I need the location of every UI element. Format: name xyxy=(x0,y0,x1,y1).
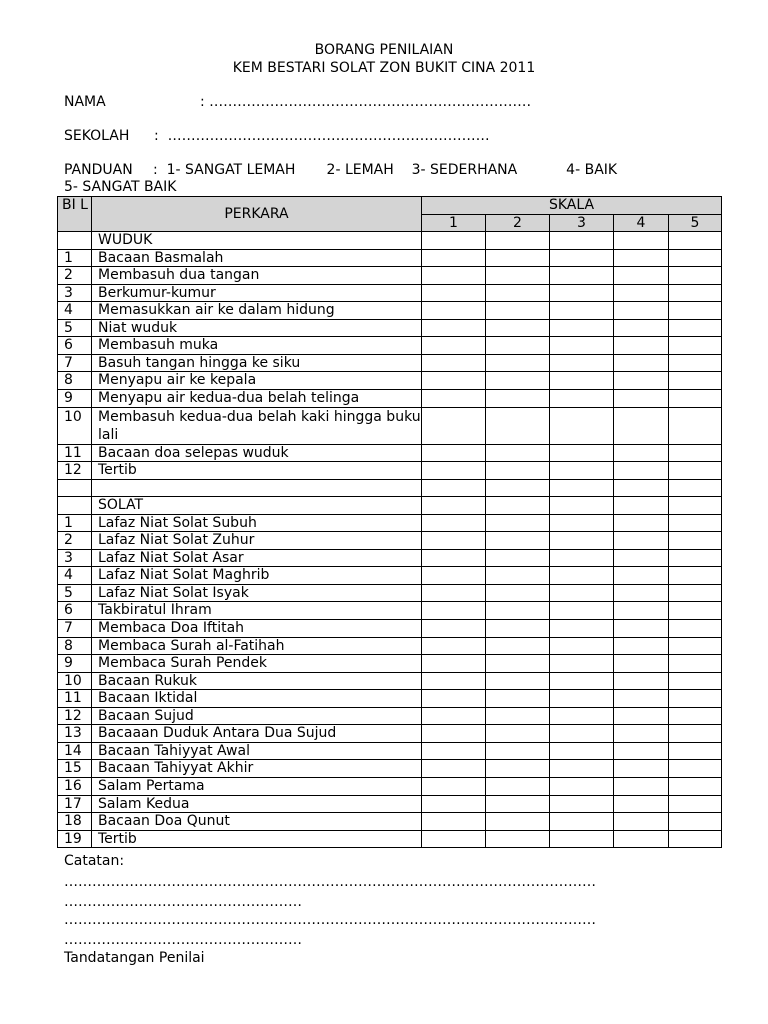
row-item: Menyapu air kedua-dua belah telinga xyxy=(92,390,422,408)
score-cell-1[interactable] xyxy=(422,354,486,372)
blank-row xyxy=(58,479,722,497)
scale-3-header: 3 xyxy=(550,214,614,232)
assessment-table xyxy=(57,196,722,848)
score-cell-5[interactable] xyxy=(669,742,722,760)
score-cell-2[interactable] xyxy=(486,267,550,285)
score-cell-5[interactable] xyxy=(669,337,722,355)
score-cell-5[interactable] xyxy=(669,777,722,795)
form-title: BORANG PENILAIAN xyxy=(314,42,454,58)
score-cell-4[interactable] xyxy=(614,637,669,655)
blank-cell xyxy=(92,479,422,497)
score-cell-2[interactable] xyxy=(486,620,550,638)
section-title: SOLAT xyxy=(92,497,422,515)
score-cell-2[interactable] xyxy=(486,284,550,302)
score-cell-1[interactable] xyxy=(422,830,486,848)
score-cell-5[interactable] xyxy=(669,620,722,638)
score-cell-3[interactable] xyxy=(550,267,614,285)
score-cell-4[interactable] xyxy=(614,354,669,372)
scale-5-header: 5 xyxy=(669,214,722,232)
sekolah-label: SEKOLAH xyxy=(64,128,130,144)
table-row xyxy=(58,372,722,390)
score-cell-5[interactable] xyxy=(669,479,722,497)
score-cell-2[interactable] xyxy=(486,407,550,444)
score-cell-2[interactable] xyxy=(486,690,550,708)
row-number: 7 xyxy=(58,620,92,638)
score-cell-3[interactable] xyxy=(550,795,614,813)
score-cell-2[interactable] xyxy=(486,390,550,408)
score-cell-5[interactable] xyxy=(669,232,722,250)
row-item: Tertib xyxy=(92,462,422,480)
table-row xyxy=(58,655,722,673)
score-cell-5[interactable] xyxy=(669,549,722,567)
score-cell-2[interactable] xyxy=(486,354,550,372)
score-cell-4[interactable] xyxy=(614,372,669,390)
score-cell-5[interactable] xyxy=(669,813,722,831)
row-number: 15 xyxy=(58,760,92,778)
section-title: WUDUK xyxy=(92,232,422,250)
score-cell-3[interactable] xyxy=(550,707,614,725)
row-item: Bacaaan Duduk Antara Dua Sujud xyxy=(92,725,422,743)
table-row xyxy=(58,725,722,743)
score-cell-3[interactable] xyxy=(550,284,614,302)
table-row xyxy=(58,795,722,813)
table-row xyxy=(58,620,722,638)
score-cell-2[interactable] xyxy=(486,444,550,462)
score-cell-5[interactable] xyxy=(669,567,722,585)
score-cell-2[interactable] xyxy=(486,813,550,831)
score-cell-2[interactable] xyxy=(486,655,550,673)
row-item: Lafaz Niat Solat Isyak xyxy=(92,584,422,602)
score-cell-1[interactable] xyxy=(422,795,486,813)
row-number: 9 xyxy=(58,655,92,673)
table-row xyxy=(58,532,722,550)
score-cell-4[interactable] xyxy=(614,813,669,831)
score-cell-3[interactable] xyxy=(550,584,614,602)
score-cell-4[interactable] xyxy=(614,337,669,355)
row-item: Berkumur-kumur xyxy=(92,284,422,302)
score-cell-2[interactable] xyxy=(486,672,550,690)
catatan-line-4[interactable]: …………………………………………… xyxy=(64,932,302,948)
score-cell-4[interactable] xyxy=(614,567,669,585)
score-cell-1[interactable] xyxy=(422,514,486,532)
score-cell-5[interactable] xyxy=(669,302,722,320)
row-number: 4 xyxy=(58,567,92,585)
score-cell-3[interactable] xyxy=(550,813,614,831)
score-cell-2[interactable] xyxy=(486,232,550,250)
score-cell-3[interactable] xyxy=(550,354,614,372)
score-cell-5[interactable] xyxy=(669,497,722,515)
score-cell-4[interactable] xyxy=(614,302,669,320)
score-cell-3[interactable] xyxy=(550,444,614,462)
row-number xyxy=(58,232,92,250)
score-cell-1[interactable] xyxy=(422,249,486,267)
score-cell-1[interactable] xyxy=(422,620,486,638)
score-cell-1[interactable] xyxy=(422,567,486,585)
score-cell-4[interactable] xyxy=(614,497,669,515)
score-cell-4[interactable] xyxy=(614,655,669,673)
score-cell-2[interactable] xyxy=(486,372,550,390)
score-cell-1[interactable] xyxy=(422,479,486,497)
table-row xyxy=(58,602,722,620)
table-row xyxy=(58,567,722,585)
table-row xyxy=(58,549,722,567)
score-cell-3[interactable] xyxy=(550,337,614,355)
score-cell-5[interactable] xyxy=(669,390,722,408)
score-cell-5[interactable] xyxy=(669,655,722,673)
table-row xyxy=(58,390,722,408)
score-cell-4[interactable] xyxy=(614,479,669,497)
score-cell-4[interactable] xyxy=(614,707,669,725)
score-cell-2[interactable] xyxy=(486,795,550,813)
table-row xyxy=(58,707,722,725)
scale-4-header: 4 xyxy=(614,214,669,232)
row-number: 5 xyxy=(58,319,92,337)
table-row xyxy=(58,407,722,444)
score-cell-5[interactable] xyxy=(669,354,722,372)
row-item: Lafaz Niat Solat Subuh xyxy=(92,514,422,532)
score-cell-4[interactable] xyxy=(614,319,669,337)
score-cell-2[interactable] xyxy=(486,725,550,743)
section-row-wuduk xyxy=(58,232,722,250)
perkara-header: PERKARA xyxy=(92,197,422,232)
form-subtitle: KEM BESTARI SOLAT ZON BUKIT CINA 2011 xyxy=(232,60,536,76)
row-item: Niat wuduk xyxy=(92,319,422,337)
score-cell-3[interactable] xyxy=(550,302,614,320)
row-item: Bacaan Doa Qunut xyxy=(92,813,422,831)
score-cell-1[interactable] xyxy=(422,725,486,743)
panduan-label: PANDUAN xyxy=(64,162,133,178)
score-cell-4[interactable] xyxy=(614,232,669,250)
row-number: 1 xyxy=(58,514,92,532)
score-cell-3[interactable] xyxy=(550,602,614,620)
score-cell-4[interactable] xyxy=(614,462,669,480)
table-row xyxy=(58,813,722,831)
score-cell-1[interactable] xyxy=(422,267,486,285)
row-item: Salam Kedua xyxy=(92,795,422,813)
score-cell-1[interactable] xyxy=(422,690,486,708)
row-number: 1 xyxy=(58,249,92,267)
score-cell-2[interactable] xyxy=(486,462,550,480)
score-cell-4[interactable] xyxy=(614,742,669,760)
sekolah-field[interactable]: : …………………………………………………………… xyxy=(154,128,490,144)
score-cell-3[interactable] xyxy=(550,567,614,585)
score-cell-2[interactable] xyxy=(486,602,550,620)
score-cell-5[interactable] xyxy=(669,532,722,550)
score-cell-1[interactable] xyxy=(422,777,486,795)
table-row xyxy=(58,760,722,778)
row-item: Lafaz Niat Solat Asar xyxy=(92,549,422,567)
score-cell-2[interactable] xyxy=(486,567,550,585)
table-row xyxy=(58,584,722,602)
score-cell-3[interactable] xyxy=(550,497,614,515)
score-cell-2[interactable] xyxy=(486,742,550,760)
row-item: Membasuh kedua-dua belah kaki hingga buku lali xyxy=(92,407,422,444)
row-number: 2 xyxy=(58,532,92,550)
score-cell-5[interactable] xyxy=(669,725,722,743)
nama-label: NAMA xyxy=(64,94,106,110)
row-number xyxy=(58,479,92,497)
row-number: 10 xyxy=(58,672,92,690)
row-number: 11 xyxy=(58,444,92,462)
score-cell-4[interactable] xyxy=(614,549,669,567)
score-cell-3[interactable] xyxy=(550,725,614,743)
row-item: Memasukkan air ke dalam hidung xyxy=(92,302,422,320)
row-item: Lafaz Niat Solat Maghrib xyxy=(92,567,422,585)
score-cell-5[interactable] xyxy=(669,267,722,285)
score-cell-4[interactable] xyxy=(614,830,669,848)
row-item: Membaca Doa Iftitah xyxy=(92,620,422,638)
table-row xyxy=(58,284,722,302)
score-cell-5[interactable] xyxy=(669,249,722,267)
table-row xyxy=(58,514,722,532)
table-row xyxy=(58,444,722,462)
score-cell-3[interactable] xyxy=(550,319,614,337)
score-cell-2[interactable] xyxy=(486,777,550,795)
score-cell-3[interactable] xyxy=(550,549,614,567)
row-number: 12 xyxy=(58,462,92,480)
score-cell-5[interactable] xyxy=(669,444,722,462)
table-row xyxy=(58,830,722,848)
row-number: 6 xyxy=(58,337,92,355)
score-cell-2[interactable] xyxy=(486,249,550,267)
score-cell-5[interactable] xyxy=(669,637,722,655)
score-cell-1[interactable] xyxy=(422,549,486,567)
row-item: Lafaz Niat Solat Zuhur xyxy=(92,532,422,550)
row-number: 16 xyxy=(58,777,92,795)
table-row xyxy=(58,690,722,708)
score-cell-3[interactable] xyxy=(550,637,614,655)
score-cell-3[interactable] xyxy=(550,372,614,390)
score-cell-1[interactable] xyxy=(422,232,486,250)
score-cell-1[interactable] xyxy=(422,760,486,778)
score-cell-3[interactable] xyxy=(550,407,614,444)
score-cell-1[interactable] xyxy=(422,497,486,515)
scale-1-header: 1 xyxy=(422,214,486,232)
score-cell-5[interactable] xyxy=(669,319,722,337)
row-number: 14 xyxy=(58,742,92,760)
row-item: Bacaan Rukuk xyxy=(92,672,422,690)
score-cell-3[interactable] xyxy=(550,777,614,795)
row-number: 13 xyxy=(58,725,92,743)
row-item: Bacaan Iktidal xyxy=(92,690,422,708)
score-cell-2[interactable] xyxy=(486,337,550,355)
score-cell-5[interactable] xyxy=(669,372,722,390)
score-cell-2[interactable] xyxy=(486,584,550,602)
catatan-line-2[interactable]: …………………………………………… xyxy=(64,894,302,910)
row-item: Membaca Surah al-Fatihah xyxy=(92,637,422,655)
row-number: 3 xyxy=(58,284,92,302)
score-cell-4[interactable] xyxy=(614,602,669,620)
score-cell-3[interactable] xyxy=(550,390,614,408)
nama-field[interactable]: : …………………………………………………………… xyxy=(200,94,532,110)
score-cell-5[interactable] xyxy=(669,407,722,444)
score-cell-3[interactable] xyxy=(550,514,614,532)
score-cell-4[interactable] xyxy=(614,620,669,638)
score-cell-4[interactable] xyxy=(614,444,669,462)
score-cell-2[interactable] xyxy=(486,549,550,567)
score-cell-2[interactable] xyxy=(486,479,550,497)
table-row xyxy=(58,672,722,690)
panduan-scale-line1: : 1- SANGAT LEMAH 2- LEMAH 3- SEDERHANA 4- BAIK xyxy=(153,162,618,178)
score-cell-1[interactable] xyxy=(422,602,486,620)
table-row xyxy=(58,742,722,760)
table-row xyxy=(58,777,722,795)
row-number: 3 xyxy=(58,549,92,567)
score-cell-2[interactable] xyxy=(486,302,550,320)
score-cell-3[interactable] xyxy=(550,655,614,673)
score-cell-2[interactable] xyxy=(486,760,550,778)
score-cell-5[interactable] xyxy=(669,514,722,532)
score-cell-1[interactable] xyxy=(422,390,486,408)
score-cell-2[interactable] xyxy=(486,707,550,725)
score-cell-1[interactable] xyxy=(422,319,486,337)
score-cell-4[interactable] xyxy=(614,407,669,444)
row-number: 8 xyxy=(58,637,92,655)
scale-2-header: 2 xyxy=(486,214,550,232)
score-cell-1[interactable] xyxy=(422,462,486,480)
bil-header: BI L xyxy=(58,197,92,232)
score-cell-1[interactable] xyxy=(422,813,486,831)
row-number: 4 xyxy=(58,302,92,320)
row-item: Basuh tangan hingga ke siku xyxy=(92,354,422,372)
score-cell-1[interactable] xyxy=(422,672,486,690)
score-cell-3[interactable] xyxy=(550,462,614,480)
panduan-scale-line2: 5- SANGAT BAIK xyxy=(64,179,177,195)
score-cell-3[interactable] xyxy=(550,690,614,708)
score-cell-1[interactable] xyxy=(422,302,486,320)
score-cell-4[interactable] xyxy=(614,390,669,408)
score-cell-5[interactable] xyxy=(669,690,722,708)
score-cell-1[interactable] xyxy=(422,637,486,655)
table-row xyxy=(58,337,722,355)
section-row-solat xyxy=(58,497,722,515)
score-cell-5[interactable] xyxy=(669,830,722,848)
score-cell-1[interactable] xyxy=(422,707,486,725)
score-cell-3[interactable] xyxy=(550,742,614,760)
row-number: 17 xyxy=(58,795,92,813)
score-cell-4[interactable] xyxy=(614,584,669,602)
table-row xyxy=(58,302,722,320)
score-cell-3[interactable] xyxy=(550,249,614,267)
score-cell-5[interactable] xyxy=(669,284,722,302)
catatan-line-3[interactable]: …………………………………………………………………………………………………… xyxy=(64,912,596,928)
row-item: Bacaan Tahiyyat Awal xyxy=(92,742,422,760)
score-cell-4[interactable] xyxy=(614,760,669,778)
score-cell-2[interactable] xyxy=(486,319,550,337)
table-row xyxy=(58,354,722,372)
score-cell-1[interactable] xyxy=(422,284,486,302)
score-cell-3[interactable] xyxy=(550,532,614,550)
row-number: 10 xyxy=(58,407,92,444)
row-number: 2 xyxy=(58,267,92,285)
row-number: 18 xyxy=(58,813,92,831)
score-cell-1[interactable] xyxy=(422,337,486,355)
row-item: Bacaan Tahiyyat Akhir xyxy=(92,760,422,778)
score-cell-1[interactable] xyxy=(422,407,486,444)
table-row xyxy=(58,637,722,655)
score-cell-5[interactable] xyxy=(669,707,722,725)
row-number: 7 xyxy=(58,354,92,372)
row-item: Membasuh dua tangan xyxy=(92,267,422,285)
row-number: 12 xyxy=(58,707,92,725)
score-cell-2[interactable] xyxy=(486,497,550,515)
score-cell-3[interactable] xyxy=(550,479,614,497)
skala-header: SKALA xyxy=(422,197,722,215)
score-cell-2[interactable] xyxy=(486,514,550,532)
table-row xyxy=(58,267,722,285)
score-cell-5[interactable] xyxy=(669,760,722,778)
score-cell-3[interactable] xyxy=(550,760,614,778)
score-cell-1[interactable] xyxy=(422,584,486,602)
row-number: 5 xyxy=(58,584,92,602)
score-cell-5[interactable] xyxy=(669,602,722,620)
score-cell-1[interactable] xyxy=(422,742,486,760)
row-item: Membaca Surah Pendek xyxy=(92,655,422,673)
score-cell-1[interactable] xyxy=(422,655,486,673)
row-item: Salam Pertama xyxy=(92,777,422,795)
score-cell-1[interactable] xyxy=(422,372,486,390)
score-cell-1[interactable] xyxy=(422,444,486,462)
score-cell-5[interactable] xyxy=(669,795,722,813)
row-number: 8 xyxy=(58,372,92,390)
row-number: 9 xyxy=(58,390,92,408)
score-cell-4[interactable] xyxy=(614,690,669,708)
row-item: Bacaan doa selepas wuduk xyxy=(92,444,422,462)
score-cell-5[interactable] xyxy=(669,462,722,480)
score-cell-3[interactable] xyxy=(550,620,614,638)
row-item: Menyapu air ke kepala xyxy=(92,372,422,390)
table-row xyxy=(58,319,722,337)
score-cell-5[interactable] xyxy=(669,584,722,602)
score-cell-3[interactable] xyxy=(550,830,614,848)
table-row xyxy=(58,462,722,480)
score-cell-4[interactable] xyxy=(614,514,669,532)
signature-label: Tandatangan Penilai xyxy=(64,950,205,966)
row-item: Bacaan Basmalah xyxy=(92,249,422,267)
row-item: Bacaan Sujud xyxy=(92,707,422,725)
score-cell-4[interactable] xyxy=(614,777,669,795)
catatan-line-1[interactable]: …………………………………………………………………………………………………… xyxy=(64,874,596,890)
score-cell-4[interactable] xyxy=(614,267,669,285)
score-cell-1[interactable] xyxy=(422,532,486,550)
score-cell-2[interactable] xyxy=(486,532,550,550)
row-item: Takbiratul Ihram xyxy=(92,602,422,620)
score-cell-3[interactable] xyxy=(550,672,614,690)
score-cell-4[interactable] xyxy=(614,249,669,267)
score-cell-4[interactable] xyxy=(614,284,669,302)
score-cell-2[interactable] xyxy=(486,830,550,848)
score-cell-4[interactable] xyxy=(614,532,669,550)
score-cell-4[interactable] xyxy=(614,725,669,743)
score-cell-4[interactable] xyxy=(614,795,669,813)
row-number: 11 xyxy=(58,690,92,708)
catatan-label: Catatan: xyxy=(64,853,125,869)
score-cell-3[interactable] xyxy=(550,232,614,250)
score-cell-5[interactable] xyxy=(669,672,722,690)
row-number: 6 xyxy=(58,602,92,620)
row-number xyxy=(58,497,92,515)
row-item: Tertib xyxy=(92,830,422,848)
score-cell-4[interactable] xyxy=(614,672,669,690)
table-row xyxy=(58,249,722,267)
score-cell-2[interactable] xyxy=(486,637,550,655)
row-item: Membasuh muka xyxy=(92,337,422,355)
row-number: 19 xyxy=(58,830,92,848)
